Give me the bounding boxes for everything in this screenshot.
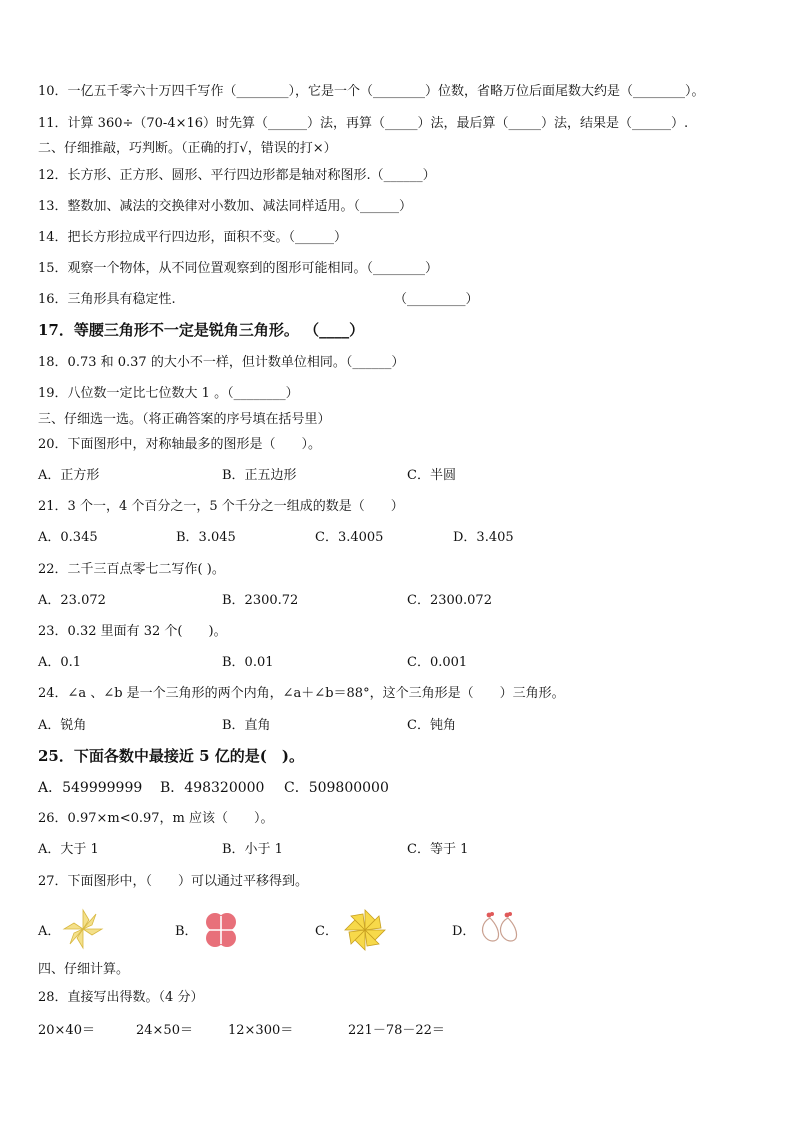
- question-16-blank: （_________）: [394, 292, 479, 307]
- calculation-3: 12×300＝: [228, 1023, 294, 1038]
- question-27-options: [38, 904, 558, 952]
- calculation-1: 20×40＝: [38, 1023, 95, 1038]
- question-14: 14．把长方形拉成平行四边形，面积不变。（______）: [38, 230, 348, 245]
- option-b-label: B．: [175, 924, 198, 939]
- question-22: 22．二千三百点零七二写作( )。: [38, 562, 225, 577]
- question-23: 23．0.32 里面有 32 个( )。: [38, 624, 227, 639]
- option-a: A．0.1: [38, 655, 82, 670]
- option-a: A．正方形: [38, 468, 100, 483]
- option-c: C．钝角: [407, 718, 456, 733]
- question-17: 17．等腰三角形不一定是锐角三角形。 （____）: [38, 321, 365, 339]
- option-c: C．半圆: [407, 468, 456, 483]
- option-c: C．等于 1: [407, 842, 469, 857]
- option-c: C．3.4005: [315, 530, 384, 545]
- question-18: 18．0.73 和 0.37 的大小不一样，但计数单位相同。（______）: [38, 355, 405, 370]
- question-13: 13．整数加、减法的交换律对小数加、减法同样适用。（______）: [38, 199, 413, 214]
- option-b: B．直角: [222, 718, 271, 733]
- question-27: 27．下面图形中，（ ）可以通过平移得到。: [38, 874, 309, 889]
- option-a: A．大于 1: [38, 842, 99, 857]
- question-20: 20．下面图形中，对称轴最多的图形是（ ）。: [38, 437, 322, 452]
- option-d-label: D．: [452, 924, 476, 939]
- two-chicks-icon: [476, 908, 524, 948]
- option-a: A．23.072: [38, 593, 106, 608]
- calculation-2: 24×50＝: [136, 1023, 193, 1038]
- question-15: 15．观察一个物体，从不同位置观察到的图形可能相同。（________）: [38, 261, 439, 276]
- option-c: C．509800000: [284, 780, 389, 796]
- option-c: [315, 904, 405, 952]
- question-24: 24．∠a 、∠b 是一个三角形的两个内角，∠a＋∠b＝88°，这个三角形是（ ）三角形。: [38, 686, 565, 701]
- option-b: B．2300.72: [222, 593, 299, 608]
- option-c-label: C．: [315, 924, 338, 939]
- option-c: C．2300.072: [407, 593, 492, 608]
- section-3-heading: 三、仔细选一选。（将正确答案的序号填在括号里）: [38, 412, 331, 427]
- option-a: A．锐角: [38, 718, 87, 733]
- option-b: B．0.01: [222, 655, 274, 670]
- yellow-pinwheel-icon: [343, 908, 387, 952]
- option-b: B．小于 1: [222, 842, 283, 857]
- option-b: B．3.045: [176, 530, 236, 545]
- section-4-heading: 四、仔细计算。: [38, 962, 130, 977]
- question-21: 21．3 个一，4 个百分之一，5 个千分之一组成的数是（ ）: [38, 499, 404, 514]
- option-a: A．0.345: [38, 530, 98, 545]
- option-a-label: A．: [38, 924, 61, 939]
- question-25: 25．下面各数中最接近 5 亿的是( )。: [38, 747, 304, 765]
- option-b: [175, 904, 255, 952]
- section-2-heading: 二、仔细推敲，巧判断。（正确的打√，错误的打×）: [38, 141, 337, 156]
- option-a: A．549999999: [38, 780, 143, 796]
- pinwheel-icon: [62, 908, 104, 950]
- option-d: [452, 904, 542, 952]
- question-10: 10．一亿五千零六十万四千写作（________），它是一个（________）位数，省略万位后面尾数大约是（________）。: [38, 84, 705, 99]
- question-19: 19．八位数一定比七位数大 1 。（________）: [38, 386, 299, 401]
- calculation-4: 221－78－22＝: [348, 1023, 445, 1038]
- question-28: 28．直接写出得数。（4 分）: [38, 990, 204, 1005]
- question-11: 11．计算 360÷（70-4×16）时先算（______）法，再算（_____）法，最后算（_____）法，结果是（______）.: [38, 116, 689, 131]
- question-16: 16．三角形具有稳定性.: [38, 292, 176, 307]
- option-b: B．498320000: [160, 780, 265, 796]
- option-a: [38, 904, 118, 952]
- question-12: 12．长方形、正方形、圆形、平行四边形都是轴对称图形.（______）: [38, 168, 436, 183]
- option-b: B．正五边形: [222, 468, 297, 483]
- four-hearts-flower-icon: [199, 908, 243, 952]
- option-c: C．0.001: [407, 655, 468, 670]
- option-d: D．3.405: [453, 530, 514, 545]
- question-26: 26．0.97×m<0.97，m 应该（ ）。: [38, 811, 274, 826]
